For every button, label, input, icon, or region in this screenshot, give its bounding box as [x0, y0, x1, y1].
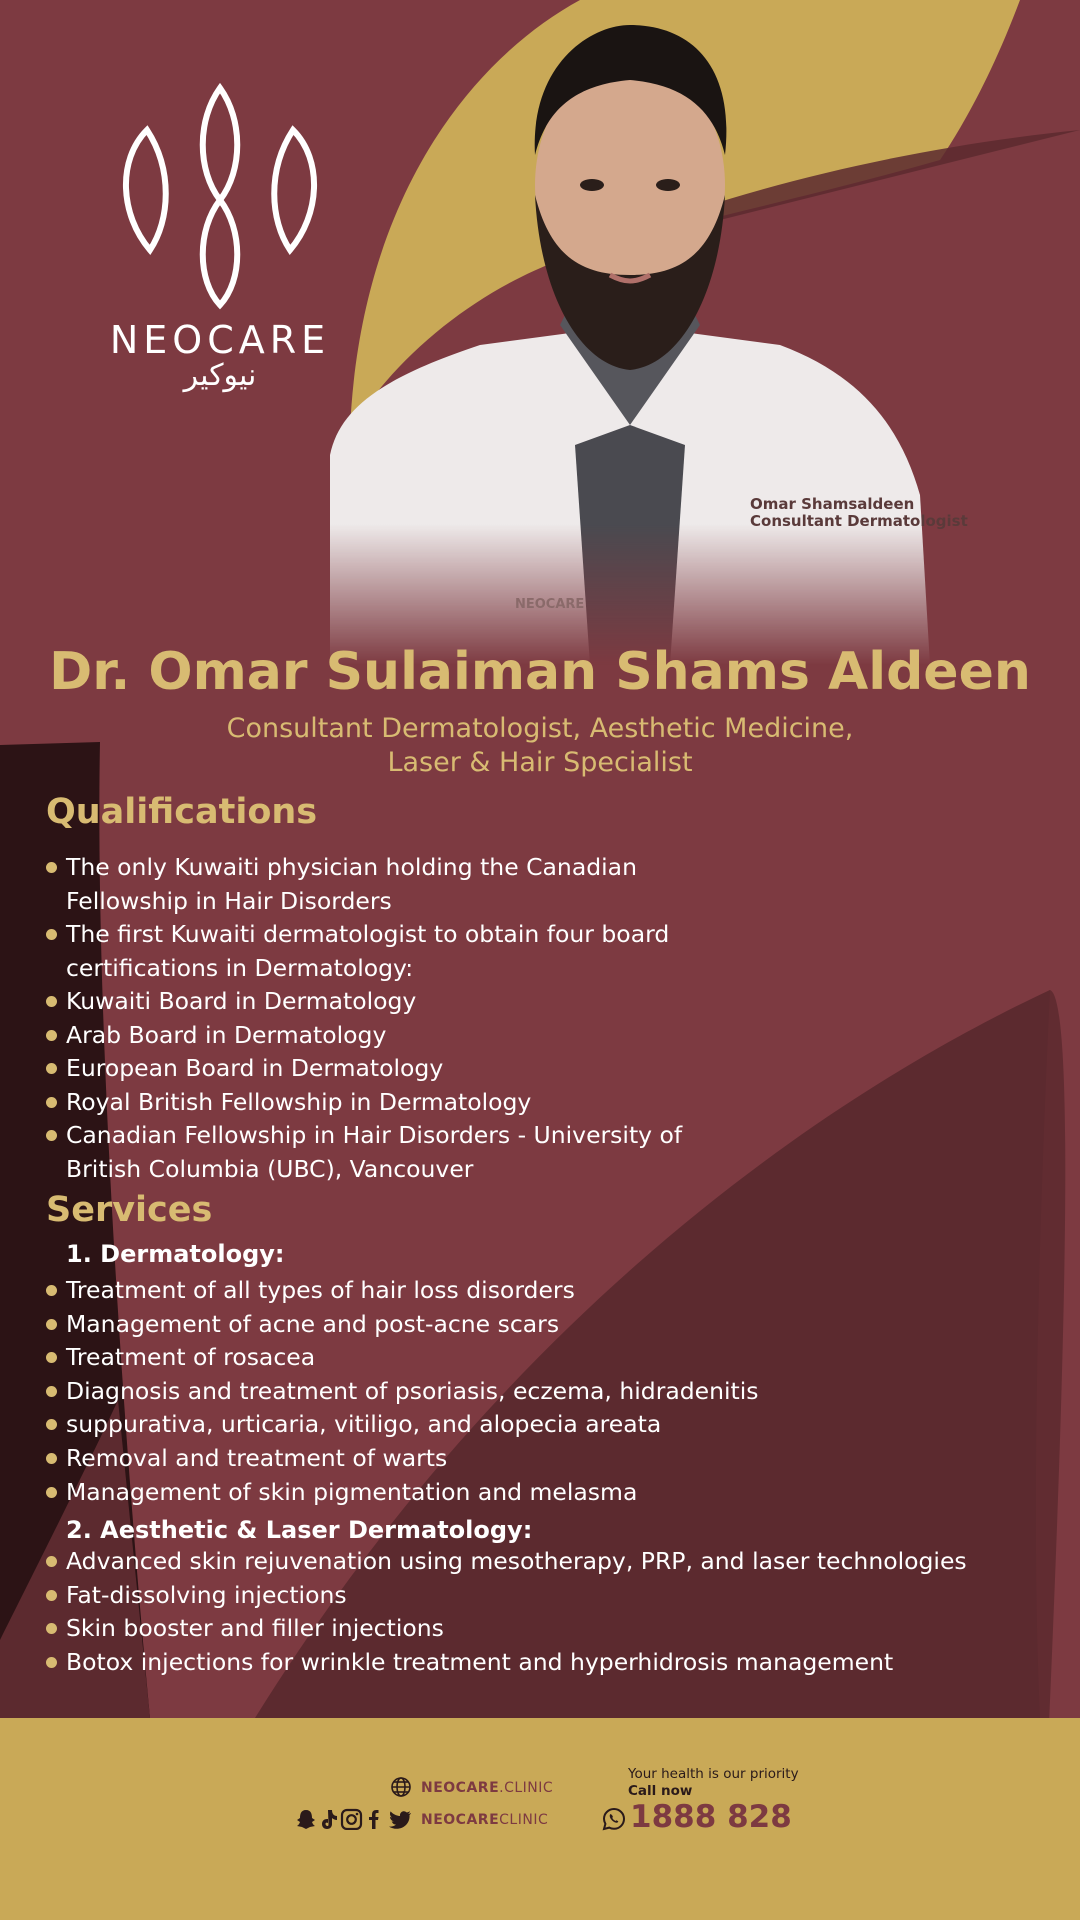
qualifications-list — [46, 851, 682, 1186]
website-link[interactable] — [421, 1780, 553, 1796]
footer-cta: Call now — [628, 1783, 693, 1799]
list-item: Treatment of rosacea — [46, 1341, 759, 1375]
list-item: Botox injections for wrinkle treatment and hyperhidrosis management — [46, 1646, 967, 1680]
list-item: Kuwaiti Board in Dermatology — [46, 985, 682, 1019]
doctor-title-line2: Laser & Hair Specialist — [387, 747, 693, 778]
list-item-line: The only Kuwaiti physician holding the Canadian — [66, 853, 637, 881]
facebook-icon[interactable] — [369, 1810, 379, 1829]
doctor-title-line1: Consultant Dermatologist, Aesthetic Medicine, — [226, 713, 854, 744]
doctor-name: Dr. Omar Sulaiman Shams Aldeen — [49, 642, 1031, 702]
aesthetic-list — [46, 1545, 967, 1679]
dermatology-heading: 1. Dermatology: — [66, 1240, 285, 1268]
list-item: suppurativa, urticaria, vitiligo, and alopecia areata — [46, 1408, 759, 1442]
list-item: Advanced skin rejuvenation using mesotherapy, PRP, and laser technologies — [46, 1545, 967, 1579]
list-item: Arab Board in Dermatology — [46, 1019, 682, 1053]
qualifications-heading: Qualifications — [46, 792, 318, 832]
list-item: European Board in Dermatology — [46, 1052, 682, 1086]
brand-name-en: NEOCARE — [109, 318, 331, 362]
website-link-light: .CLINIC — [499, 1780, 554, 1796]
whatsapp-icon — [602, 1807, 626, 1831]
list-item: Management of skin pigmentation and melasma — [46, 1476, 759, 1510]
list-item-line: British Columbia (UBC), Vancouver — [66, 1154, 474, 1183]
footer-tagline: Your health is our priority — [628, 1766, 799, 1782]
instagram-icon[interactable] — [342, 1810, 361, 1829]
snapchat-icon[interactable] — [297, 1810, 315, 1829]
phone-number-link[interactable]: 1888 828 — [630, 1799, 792, 1835]
brand-name-ar: نيوكير — [183, 358, 257, 393]
list-item: Management of acne and post-acne scars — [46, 1308, 759, 1342]
services-heading: Services — [46, 1190, 213, 1230]
doctor-portrait — [330, 25, 930, 665]
list-item-line: certifications in Dermatology: — [66, 953, 414, 982]
twitter-icon[interactable] — [389, 1811, 411, 1829]
dermatology-list — [46, 1274, 759, 1509]
social-handle-light: CLINIC — [499, 1812, 549, 1828]
list-item: Royal British Fellowship in Dermatology — [46, 1086, 682, 1120]
tiktok-icon[interactable] — [322, 1810, 337, 1829]
website-link-bold: NEOCARE — [421, 1780, 500, 1796]
list-item — [46, 918, 682, 985]
coat-brand-embroidery: NEOCARE — [515, 597, 585, 612]
coat-title-embroidery: Consultant Dermatologist — [750, 512, 968, 530]
coat-name-embroidery: Omar Shamsaldeen — [750, 495, 915, 513]
list-item: Removal and treatment of warts — [46, 1442, 759, 1476]
list-item: Skin booster and filler injections — [46, 1612, 967, 1646]
list-item — [46, 1119, 682, 1186]
neocare-logo-icon — [105, 80, 335, 310]
list-item: Diagnosis and treatment of psoriasis, eczema, hidradenitis — [46, 1375, 759, 1409]
social-handle-link[interactable] — [421, 1812, 548, 1828]
list-item-line: Fellowship in Hair Disorders — [66, 886, 392, 915]
aesthetic-heading: 2. Aesthetic & Laser Dermatology: — [66, 1516, 533, 1544]
doctor-title — [0, 712, 1080, 780]
list-item — [46, 851, 682, 918]
list-item-line: The first Kuwaiti dermatologist to obtain four board — [66, 920, 670, 948]
list-item-line: Canadian Fellowship in Hair Disorders - University of — [66, 1121, 683, 1149]
list-item: Treatment of all types of hair loss disorders — [46, 1274, 759, 1308]
social-icons — [296, 1808, 412, 1830]
list-item: Fat-dissolving injections — [46, 1579, 967, 1613]
globe-icon — [390, 1776, 412, 1798]
social-handle-bold: NEOCARE — [421, 1812, 500, 1828]
